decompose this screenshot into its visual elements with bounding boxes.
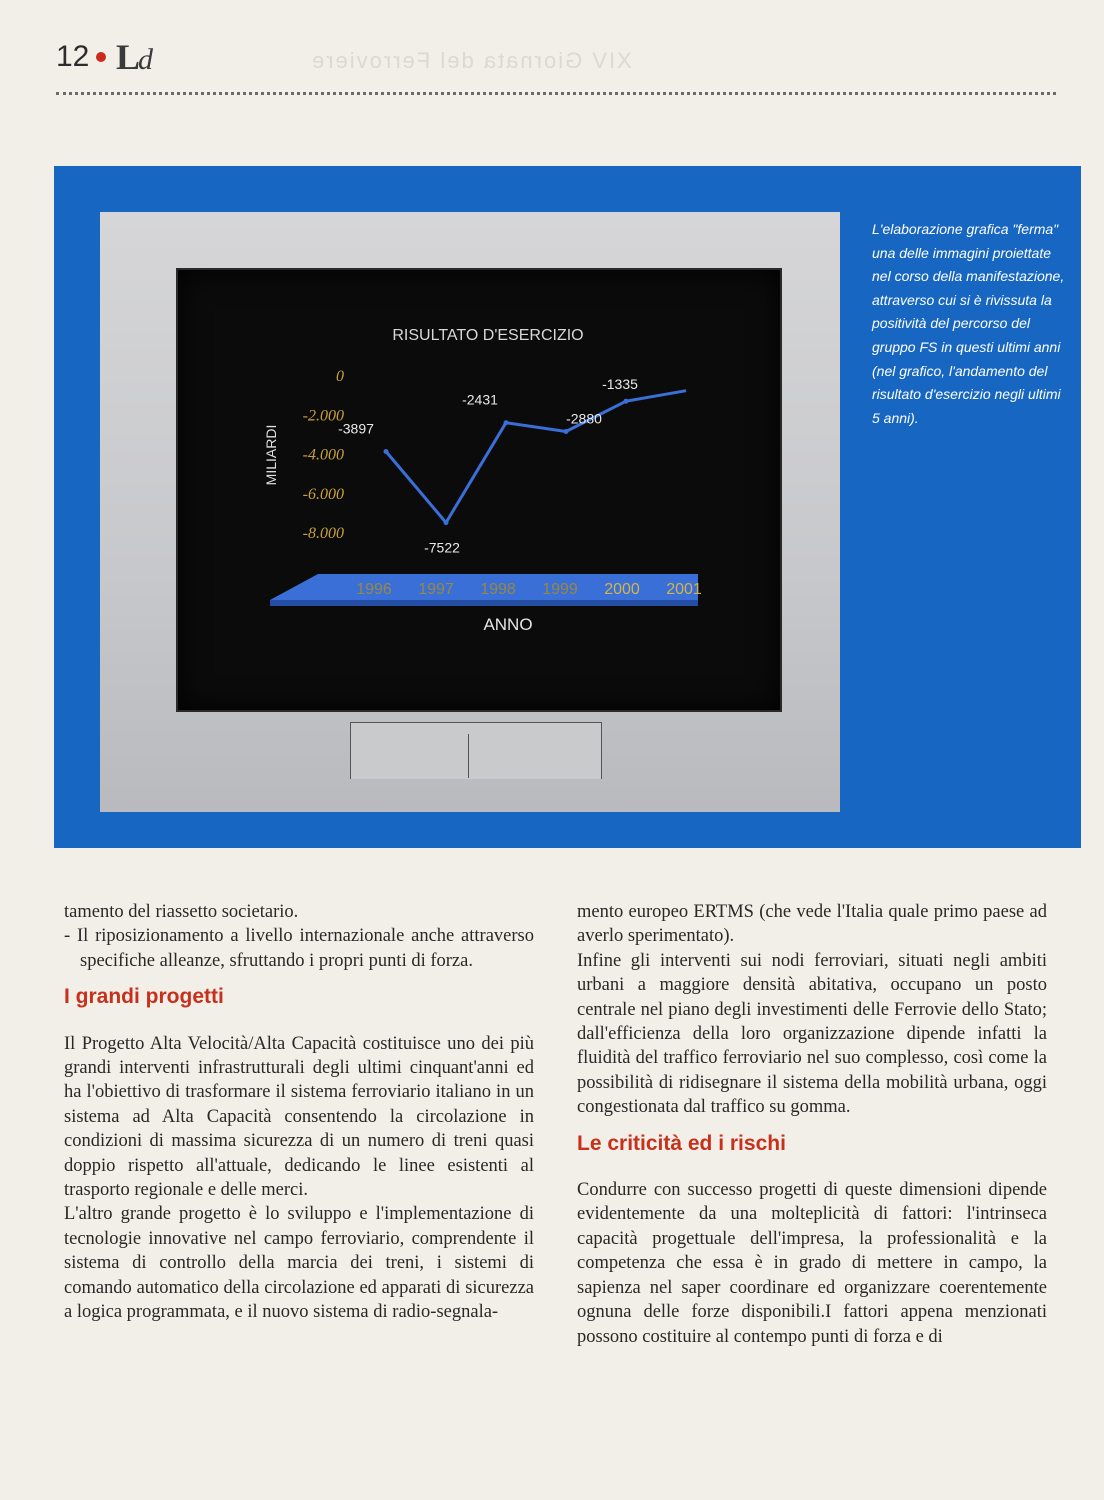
data-label: -2431	[462, 391, 498, 408]
data-point	[564, 429, 569, 434]
chart-xlabel: ANNO	[483, 615, 533, 634]
x-tick-label: 1998	[480, 581, 516, 598]
paragraph: Condurre con successo progetti di queste dimensioni dipende evidentemente da una molteplicità di fattori: l'intrinseca capacità progettuale dell'impresa, la professionalità e la competenza che essa è in grado di mettere in campo, la sapienza nel saper coordinare ed organizzare coerentemente ognuna delle forze disponibili.I fattori appena menzionati possono costituire al contempo punti di forza e di	[577, 1180, 1047, 1347]
series-line	[386, 391, 686, 523]
data-point	[384, 449, 389, 454]
chart-ylabel: MILIARDI	[263, 424, 279, 486]
figure-caption: L'elaborazione grafica "ferma" una delle immagini proiettate nel corso della manifestazione, attraverso cui si è rivissuta la positività del percorso del gruppo FS in questi ultimi anni (nel grafico, l'andamento del risultato d'esercizio negli ultimi 5 anni).	[872, 221, 1065, 426]
monitor-base-divider	[468, 734, 469, 778]
section-heading-grandi-progetti: I grandi progetti	[64, 985, 224, 1009]
x-tick-label: 2001	[666, 581, 702, 598]
data-label: -1335	[602, 376, 638, 393]
x-tick-label: 1996	[356, 581, 392, 598]
monitor-screen	[176, 268, 782, 712]
data-label: -3897	[338, 420, 374, 437]
paragraph: Il Progetto Alta Velocità/Alta Capacità costituisce uno dei più grandi interventi infrastrutturali degli ultimi cinquant'anni ed ha l'obiettivo di trasformare il sistema ferroviario italiano in un sistema ad Alta Capacità consentendo la circolazione in condizioni di massima sicurezza di un numero di treni quasi doppio rispetto all'attuale, dedicando le linee esistenti al trasporto regionale e delle merci.	[64, 1033, 534, 1201]
section-heading-criticita: Le criticità ed i rischi	[577, 1131, 786, 1155]
magazine-logo: Ld	[116, 37, 152, 77]
bullet-dot	[96, 52, 106, 62]
paragraph: L'altro grande progetto è lo sviluppo e l'implementazione di tecnologie innovative nel campo ferroviario, comprendente il sistema di controllo della marcia dei treni, i sistemi di comando automatico della circolazione ed apparati di sicurezza a logica programmata, e il nuovo sistema di radio-segnala-	[64, 1204, 534, 1323]
data-label: -7522	[424, 539, 460, 556]
paragraph: mento europeo ERTMS (che vede l'Italia quale primo paese ad averlo sperimentato).	[577, 902, 1047, 947]
article-column-left	[64, 900, 534, 1325]
data-point	[444, 520, 449, 525]
chart-title: RISULTATO D'ESERCIZIO	[392, 327, 584, 344]
article-column-right	[577, 900, 1047, 1349]
x-axis-band-edge	[270, 600, 698, 606]
data-point	[624, 399, 629, 404]
x-tick-label: 1999	[542, 581, 578, 598]
x-tick-label: 2000	[604, 581, 640, 598]
data-point	[504, 420, 509, 425]
y-tick-label: -8.000	[302, 525, 344, 542]
data-label: -2880	[566, 410, 602, 427]
y-tick-label: -4.000	[302, 446, 344, 464]
monitor-base-panel	[350, 722, 602, 779]
bullet-paragraph: - Il riposizionamento a livello internazionale anche attraverso specifiche alleanze, sfruttando i propri punti di forza.	[64, 926, 534, 971]
paragraph: Infine gli interventi sui nodi ferroviari, situati negli ambiti urbani a maggiore densità abitativa, occupano un posto centrale nel piano degli investimenti delle Ferrovie dello Stato; dall'efficienza della loro organizzazione dipende infatti la fluidità del traffico ferroviario nel suo complesso, così come la possibilità di ridisegnare il sistema della mobilità urbana, oggi congestionata dal traffico su gomma.	[577, 950, 1047, 1118]
y-tick-label: -6.000	[302, 485, 344, 503]
chart	[178, 270, 780, 710]
monitor	[100, 212, 840, 812]
x-tick-label: 1997	[418, 581, 454, 598]
y-tick-label: 0	[336, 368, 344, 385]
y-tick-label: -2.000	[302, 407, 344, 425]
photo-figure	[54, 166, 1081, 848]
paragraph: tamento del riassetto societario.	[64, 902, 299, 922]
page-number: 12	[56, 40, 90, 73]
dotted-rule	[56, 92, 1056, 95]
show-through-title: XIV Giornata del Ferroviere	[310, 48, 632, 73]
